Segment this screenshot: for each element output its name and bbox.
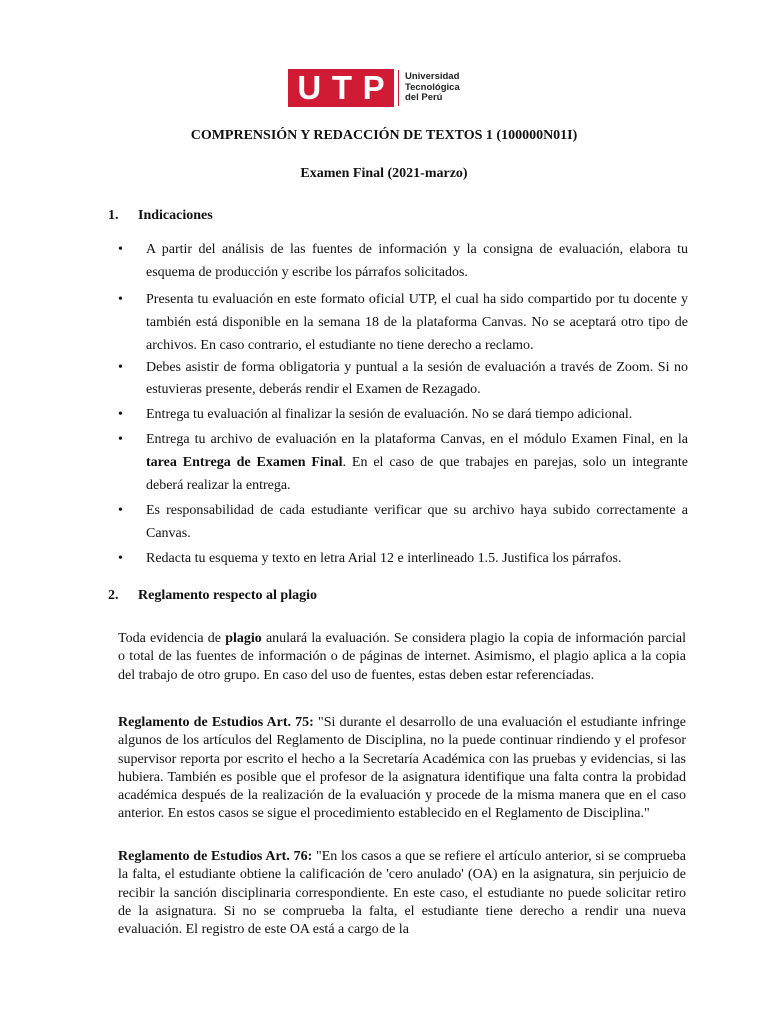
list-item-text: Entrega tu archivo de evaluación en la plataforma Canvas, en el módulo Examen Final, en la: [146, 432, 688, 447]
list-item: • Presenta tu evaluación en este formato oficial UTP, el cual ha sido compartido por tu docente y también está disponible en la semana 18 de la plataforma Canvas. No se aceptará otro tipo de archivos. En caso contrario, el estudiante no tiene derecho a reclamo.: [118, 288, 688, 357]
section-2-number: 2.: [108, 588, 119, 603]
paragraph-bold-text: plagio: [225, 631, 262, 646]
logo-university-name: [405, 72, 460, 104]
list-item-text: . En el caso de que trabajes en parejas, solo un integrante deberá realizar la entrega.: [146, 455, 688, 493]
list-item: • Entrega tu evaluación al finalizar la sesión de evaluación. No se dará tiempo adicional.: [118, 403, 688, 426]
article-76-text: "En los casos a que se refiere el artículo anterior, si se comprueba la falta, el estudiante obtiene la calificación de 'cero anulado' (OA) en la asignatura, sin perjuicio de recibir la sanción disciplinaria correspondiente. En este caso, el estudiante no puede solicitar retiro de la asignatura. Si no se comprueba la falta, el estudiante tiene derecho a rendir una nueva evaluación. El registro de este OA está a cargo de la: [118, 849, 687, 938]
section-1-heading: [108, 208, 213, 224]
list-item: • A partir del análisis de las fuentes de información y la consigna de evaluación, elabora tu esquema de producción y escribe los párrafos solicitados.: [118, 238, 688, 284]
utp-logo-mark: [288, 69, 394, 107]
logo-line-2: Tecnológica: [405, 81, 460, 93]
document-subtitle: Examen Final (2021-marzo): [300, 166, 468, 181]
instructions-list: [118, 238, 688, 570]
logo-letter-u: U: [297, 69, 322, 106]
section-1-number: 1.: [108, 208, 119, 223]
list-item-bold-text: tarea Entrega de Examen Final: [146, 455, 343, 470]
document-title: COMPRENSIÓN Y REDACCIÓN DE TEXTOS 1 (100000N01I): [190, 128, 578, 143]
list-item: • Debes asistir de forma obligatoria y puntual a la sesión de evaluación a través de Zoom. Si no estuvieras presente, deberás rendir el Examen de Rezagado.: [118, 357, 688, 401]
paragraph-text: anulará la evaluación. Se considera plagio la copia de información parcial o total de las fuentes de información o de páginas de internet. Asimismo, el plagio aplica a la copia del trabajo de otro grupo. En caso del uso de fuentes, estas deben estar referenciadas.: [118, 631, 686, 683]
list-item: [118, 428, 688, 497]
section-1-title: Indicaciones: [138, 208, 213, 223]
list-item: • Es responsabilidad de cada estudiante verificar que su archivo haya subido correctamente a Canvas.: [118, 499, 688, 545]
article-75-paragraph: [118, 714, 686, 824]
article-76-label: Reglamento de Estudios Art. 76:: [118, 849, 313, 864]
list-item: • Redacta tu esquema y texto en letra Arial 12 e interlineado 1.5. Justifica los párrafos.: [118, 547, 688, 570]
section-2-title: Reglamento respecto al plagio: [138, 588, 317, 603]
logo-line-3: del Perú: [405, 92, 443, 104]
paragraph-text: Toda evidencia de: [118, 631, 226, 646]
logo-divider: [398, 70, 399, 106]
logo-line-1: Universidad: [405, 71, 460, 83]
logo-letter-t: T: [331, 69, 352, 106]
article-75-label: Reglamento de Estudios Art. 75:: [118, 715, 314, 730]
logo-letter-p: P: [362, 69, 385, 106]
article-76-paragraph: [118, 848, 686, 939]
plagiarism-paragraph: [118, 630, 686, 685]
utp-logo: [288, 69, 460, 107]
article-75-text: "Si durante el desarrollo de una evaluación el estudiante infringe algunos de los artículos del Reglamento de Disciplina, no la puede continuar rindiendo y el profesor supervisor reporta por escrito el hecho a la Secretaría Académica con las pruebas y evidencias, si las hubiera. También es posible que el profesor de la asignatura identifique una falta contra la probidad académica después de la realización de la evaluación y procede de la misma manera que en el caso anterior. En estos casos se sigue el procedimiento establecido en el Reglamento de Disciplina.": [118, 715, 686, 822]
section-2-heading: [108, 588, 317, 604]
